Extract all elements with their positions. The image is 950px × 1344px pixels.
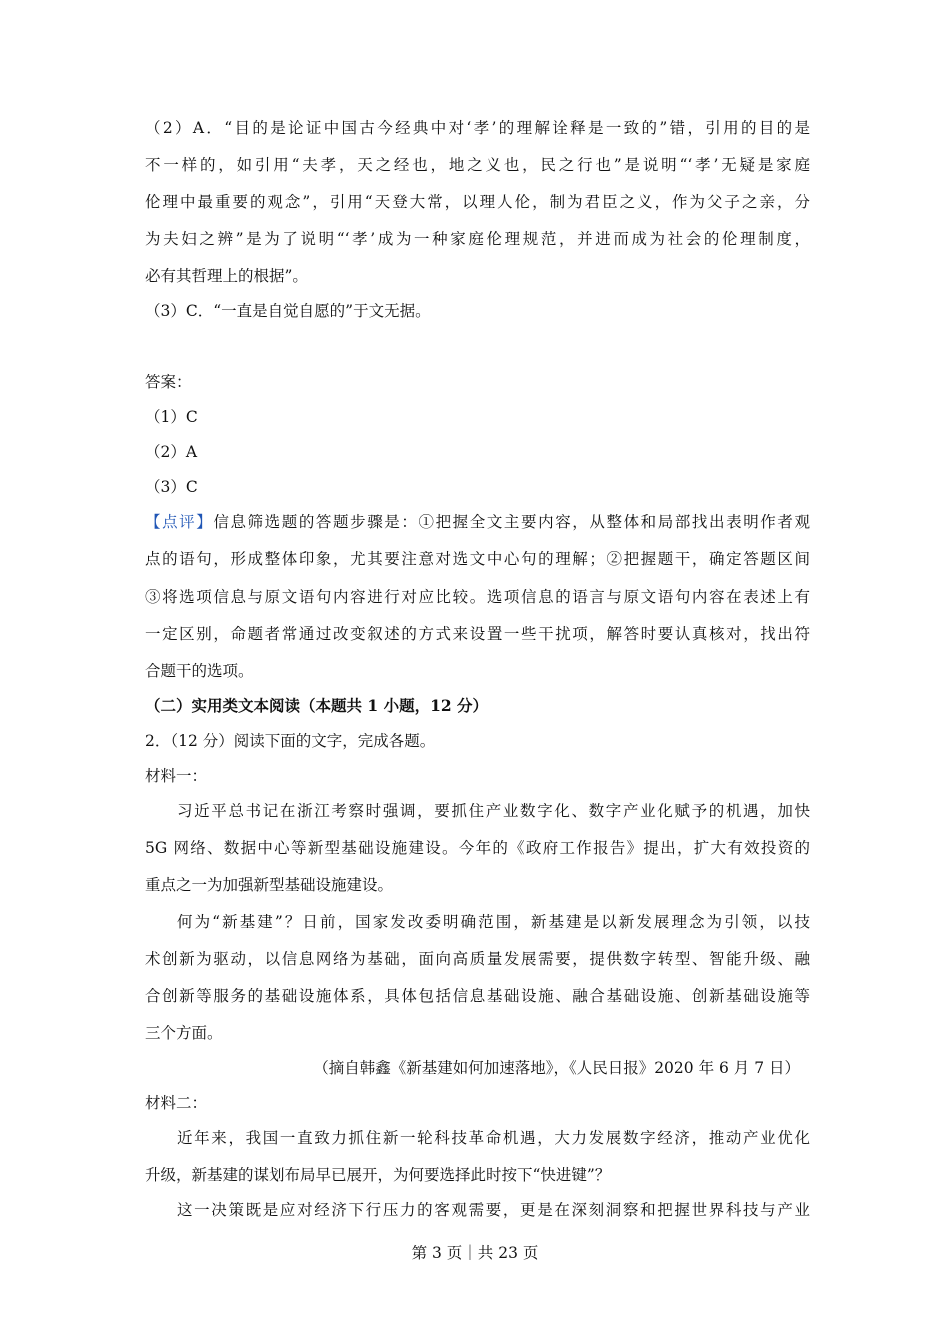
material-1-p2-line-1: 何为“新基建”？日前，国家发改委明确范围，新基建是以新发展理念为引领，以技 (177, 913, 810, 931)
material-1-p1-line-2: 5G 网络、数据中心等新型基础设施建设。今年的《政府工作报告》提出，扩大有效投资的 (145, 839, 810, 857)
question-2-stem: 2．（12 分）阅读下面的文字，完成各题。 (145, 732, 436, 750)
analysis-q2-line-2: 不一样的，如引用“夫孝，天之经也，地之义也，民之行也”是说明“‘孝’无疑是家庭 (145, 156, 810, 174)
material-2-p1-line-1: 近年来，我国一直致力抓住新一轮科技革命机遇，大力发展数字经济，推动产业优化 (177, 1129, 810, 1147)
material-1-label: 材料一： (145, 767, 208, 785)
analysis-q3-line: （3）C．“一直是自觉自愿的”于文无据。 (145, 302, 431, 320)
material-2-label: 材料二： (145, 1094, 208, 1112)
answer-label: 答案： (145, 373, 192, 391)
comment-line-1 (145, 512, 810, 532)
analysis-q2-line-3: 伦理中最重要的观念”，引用“天登大常，以理人伦，制为君臣之义，作为父子之亲，分 (145, 193, 810, 211)
comment-line-2: 点的语句，形成整体印象，尤其要注意对选文中心句的理解；②把握题干，确定答题区间 (145, 550, 810, 568)
answer-item-3: （3）C (145, 478, 198, 496)
material-1-p2-line-3: 合创新等服务的基础设施体系，具体包括信息基础设施、融合基础设施、创新基础设施等 (145, 987, 810, 1005)
material-2-p1-line-2: 升级，新基建的谋划布局早已展开，为何要选择此时按下“快进键”？ (145, 1166, 611, 1184)
page-footer: 第 3 页｜共 23 页 (411, 1244, 539, 1262)
answer-item-2: （2）A (145, 443, 198, 461)
comment-tag: 【点评】 (145, 513, 214, 531)
comment-line-4: 一定区别，命题者常通过改变叙述的方式来设置一些干扰项，解答时要认真核对，找出符 (145, 625, 810, 643)
answer-item-1: （1）C (145, 408, 198, 426)
material-1-p2-line-2: 术创新为驱动，以信息网络为基础，面向高质量发展需要，提供数字转型、智能升级、融 (145, 950, 810, 968)
comment-line-5: 合题干的选项。 (145, 662, 254, 680)
section-heading: （二）实用类文本阅读（本题共 1 小题，12 分） (145, 696, 489, 715)
analysis-q2-line-4: 为夫妇之辨”是为了说明“‘孝’成为一种家庭伦理规范，并进而成为社会的伦理制度， (145, 230, 810, 248)
comment-line-3: ③将选项信息与原文语句内容进行对应比较。选项信息的语言与原文语句内容在表述上有 (145, 588, 810, 606)
material-1-p1-line-1: 习近平总书记在浙江考察时强调，要抓住产业数字化、数字产业化赋予的机遇，加快 (177, 802, 810, 820)
analysis-q2-line-5: 必有其哲理上的根据”。 (145, 267, 308, 285)
material-1-p1-line-3: 重点之一为加强新型基础设施建设。 (145, 876, 394, 894)
analysis-q2-line-1: （2）A．“目的是论证中国古今经典中对‘孝’的理解诠释是一致的”错，引用的目的是 (145, 119, 810, 137)
comment-text-1: 信息筛选题的答题步骤是：①把握全文主要内容，从整体和局部找出表明作者观 (213, 513, 810, 531)
material-1-p2-line-4: 三个方面。 (145, 1024, 223, 1042)
material-1-source: （摘自韩鑫《新基建如何加速落地》，《人民日报》2020 年 6 月 7 日） (313, 1059, 800, 1077)
material-2-p2-line-1: 这一决策既是应对经济下行压力的客观需要，更是在深刻洞察和把握世界科技与产业 (177, 1201, 810, 1219)
